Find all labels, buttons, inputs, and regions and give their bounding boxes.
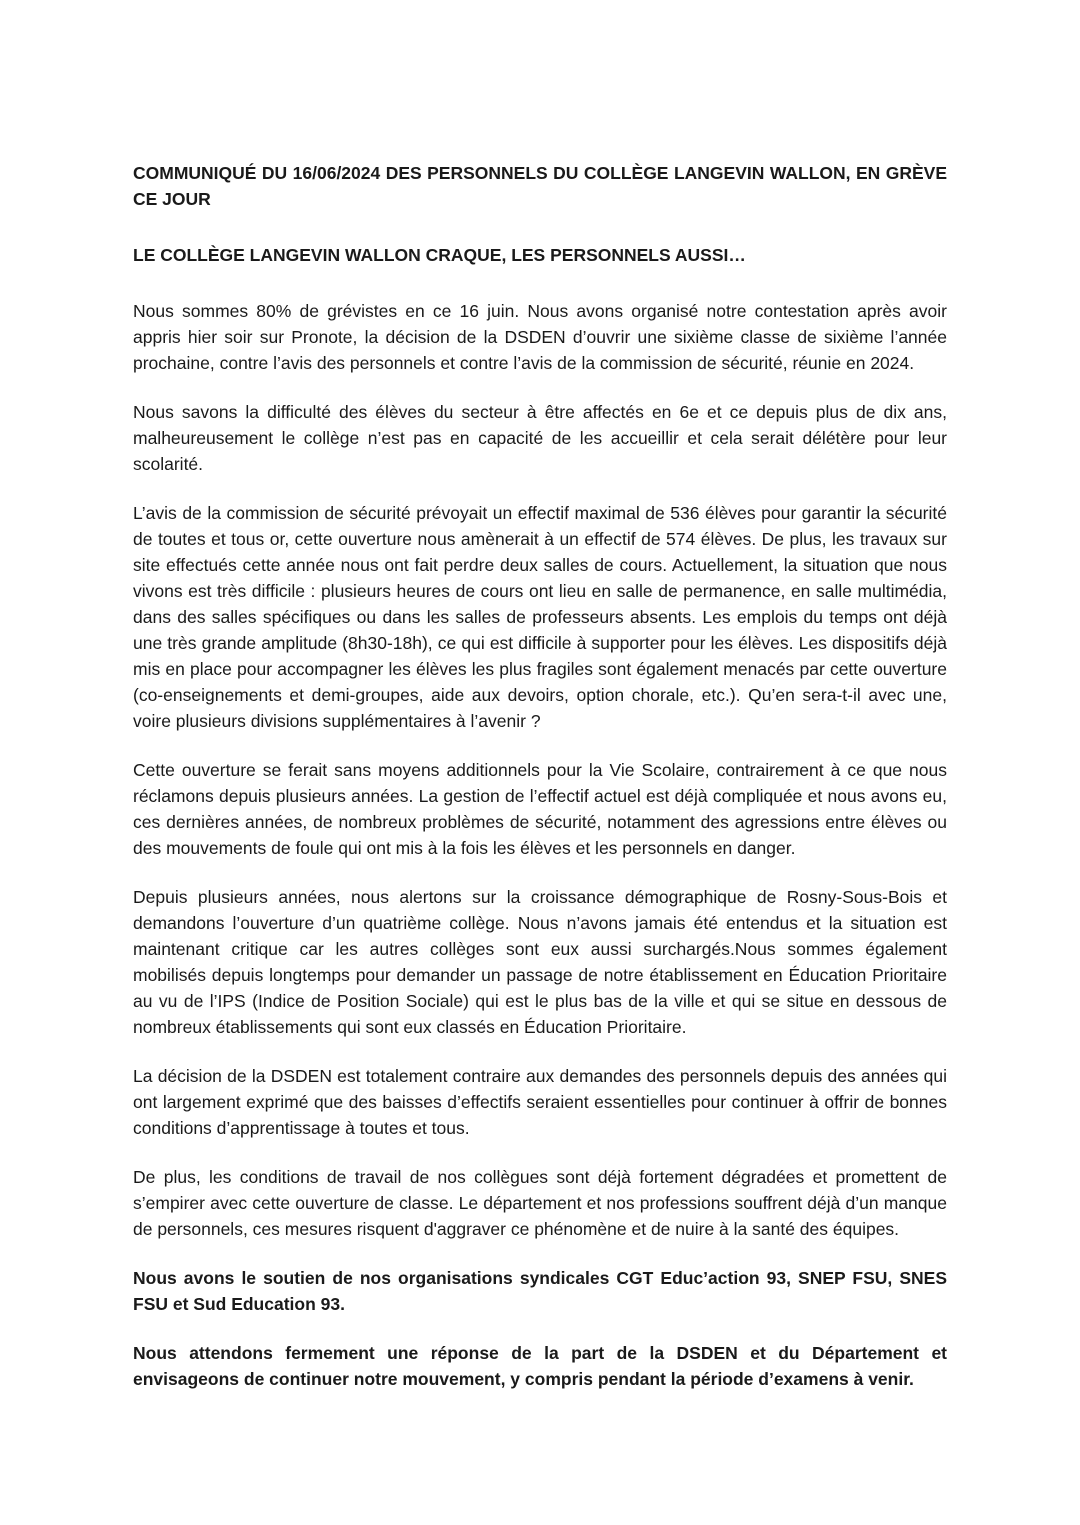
document-title: COMMUNIQUÉ DU 16/06/2024 DES PERSONNELS DU COLLÈGE LANGEVIN WALLON, EN GRÈVE CE JOUR bbox=[133, 163, 947, 209]
paragraph-demographics: Depuis plusieurs années, nous alertons sur la croissance démographique de Rosny-Sous-Bois et demandons l’ouverture d’un quatrième collège. Nous n’avons jamais été entendus et la situation est maintenant critique car les autres collèges sont eux aussi surchargés.Nous sommes également mobilisés depuis longtemps pour demander un passage de notre établissement en Éducation Prioritaire au vu de l’IPS (Indice de Position Sociale) qui est le plus bas de la ville et qui se situe en dessous de nombreux établissements qui sont eux classés en Éducation Prioritaire. bbox=[133, 887, 947, 1037]
paragraph-dsden-decision: La décision de la DSDEN est totalement contraire aux demandes des personnels depuis des années qui ont largement exprimé que des baisses d’effectifs seraient essentielles pour continuer à offrir de bonnes conditions d’apprentissage à toutes et tous. bbox=[133, 1066, 947, 1138]
paragraph-demand-response: Nous attendons fermement une réponse de la part de la DSDEN et du Département et envisageons de continuer notre mouvement, y compris pendant la période d’examens à venir. bbox=[133, 1343, 947, 1389]
paragraph-security-commission: L’avis de la commission de sécurité prévoyait un effectif maximal de 536 élèves pour garantir la sécurité de toutes et tous or, cette ouverture nous amènerait à un effectif de 574 élèves. De plus, les travaux sur site effectués cette année nous ont fait perdre deux salles de cours. Actuellement, la situation que nous vivons est très difficile : plusieurs heures de cours ont lieu en salle de permanence, en salle multimédia, dans des salles spécifiques ou dans les salles de professeurs absents. Les emplois du temps ont déjà une très grande amplitude (8h30-18h), ce qui est difficile à supporter pour les élèves. Les dispositifs déjà mis en place pour accompagner les élèves les plus fragiles sont également menacés par cette ouverture (co-enseignements et demi-groupes, aide aux devoirs, option chorale, etc.). Qu’en sera-t-il avec une, voire plusieurs divisions supplémentaires à l’avenir ? bbox=[133, 503, 947, 731]
document-subtitle: LE COLLÈGE LANGEVIN WALLON CRAQUE, LES PERSONNELS AUSSI… bbox=[133, 245, 746, 265]
paragraph-working-conditions: De plus, les conditions de travail de nos collègues sont déjà fortement dégradées et promettent de s’empirer avec cette ouverture de classe. Le département et nos professions souffrent déjà d’un manque de personnels, ces mesures risquent d'aggraver ce phénomène et de nuire à la santé des équipes. bbox=[133, 1167, 947, 1239]
paragraph-vie-scolaire: Cette ouverture se ferait sans moyens additionnels pour la Vie Scolaire, contrairement à ce que nous réclamons depuis plusieurs années. La gestion de l’effectif actuel est déjà compliquée et nous avons eu, ces dernières années, de nombreux problèmes de sécurité, notamment des agressions entre élèves ou des mouvements de foule qui ont mis à la fois les élèves et les personnels en danger. bbox=[133, 760, 947, 858]
paragraph-strike-stats: Nous sommes 80% de grévistes en ce 16 juin. Nous avons organisé notre contestation après avoir appris hier soir sur Pronote, la décision de la DSDEN d’ouvrir une sixième classe de sixième l’année prochaine, contre l’avis des personnels et contre l’avis de la commission de sécurité, réunie en 2024. bbox=[133, 301, 947, 373]
paragraph-union-support: Nous avons le soutien de nos organisations syndicales CGT Educ’action 93, SNEP FSU, SNES FSU et Sud Education 93. bbox=[133, 1268, 947, 1314]
paragraph-student-difficulty: Nous savons la difficulté des élèves du secteur à être affectés en 6e et ce depuis plus de dix ans, malheureusement le collège n’est pas en capacité de les accueillir et cela serait délétère pour leur scolarité. bbox=[133, 402, 947, 474]
